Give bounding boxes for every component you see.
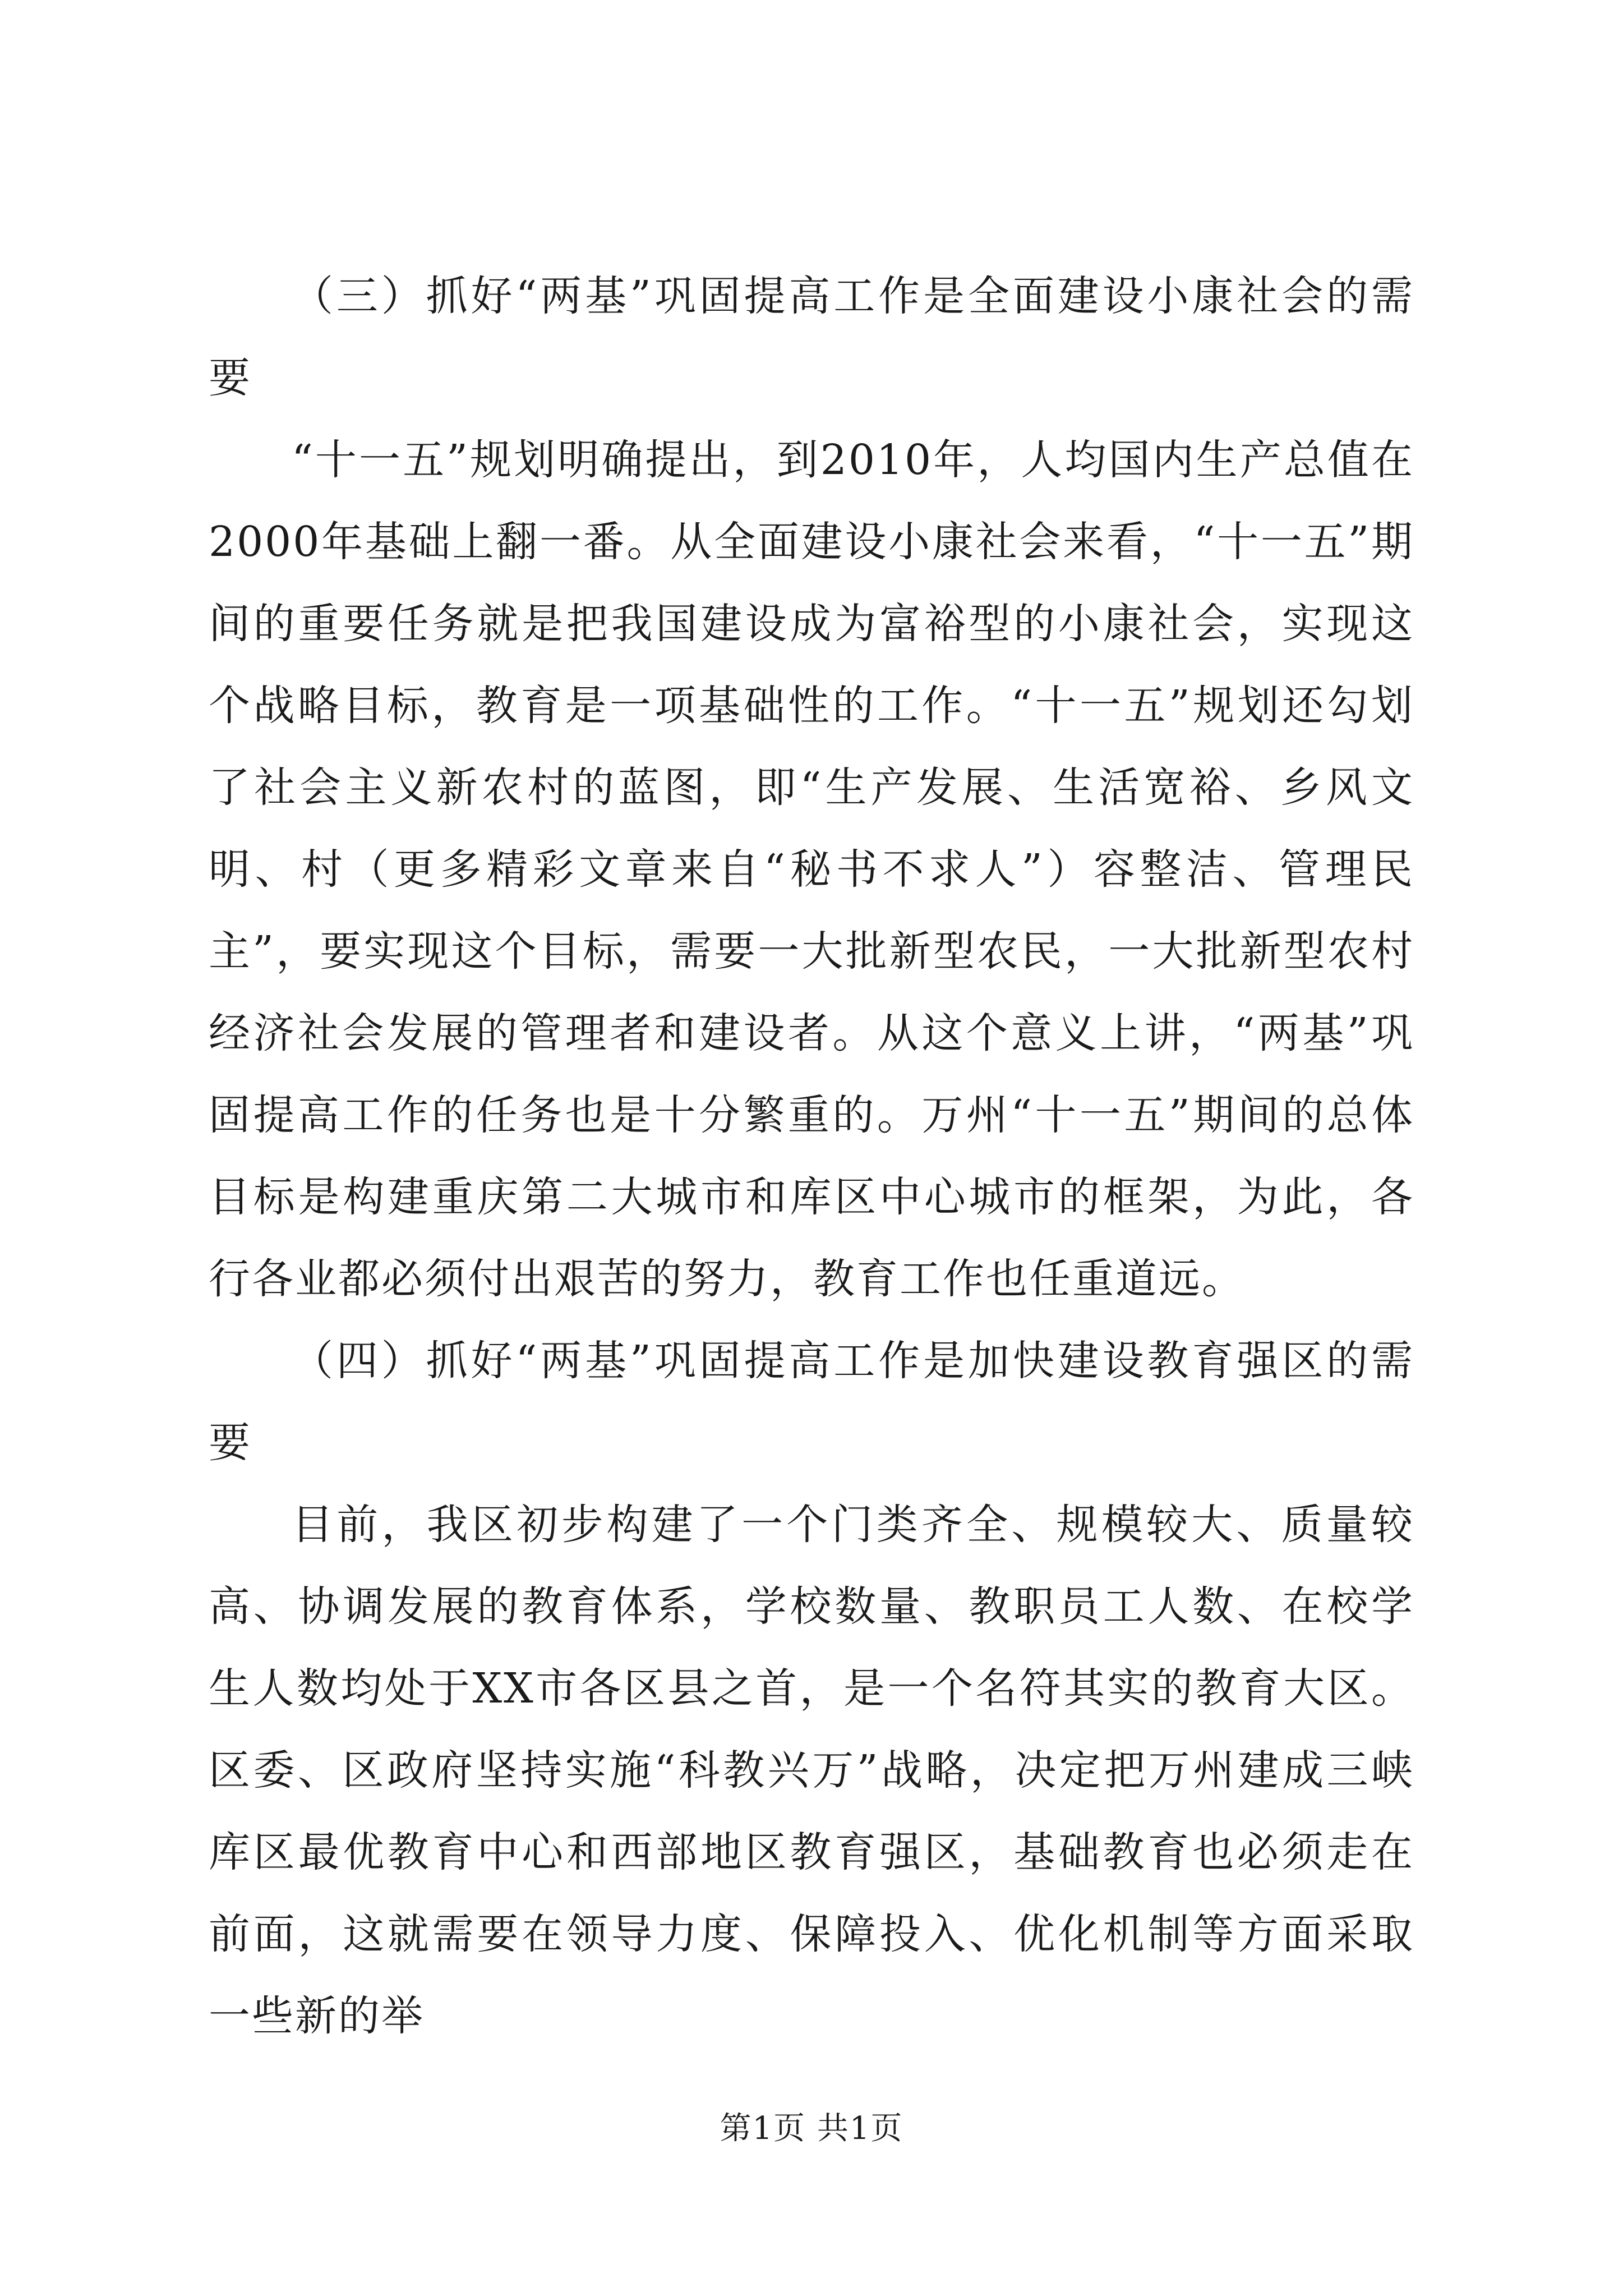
section-heading-3: （三）抓好“两基”巩固提高工作是全面建设小康社会的需要 [209, 272, 1414, 402]
body-paragraph: “十一五”规划明确提出，到2010年，人均国内生产总值在2000年基础上翻一番。从全面建设小康社会来看，“十一五”期间的重要任务就是把我国建设成为富裕型的小康社会，实现这个战略目标，教育是一项基础性的工作。“十一五”规划还勾划了社会主义新农村的蓝图，即“生产发展、生活宽裕、乡风文明、村（更多精彩文章来自“秘书不求人”）容整洁、管理民主”，要实现这个目标，需要一大批新型农民，一大批新型农村经济社会发展的管理者和建设者。从这个意义上讲，“两基”巩固提高工作的任务也是十分繁重的。万州“十一五”期间的总体目标是构建重庆第二大城市和库区中心城市的框架，为此，各行各业都必须付出艰苦的努力，教育工作也任重道远。 [209, 436, 1414, 1303]
document-body [209, 255, 1414, 2057]
body-paragraph: 目前，我区初步构建了一个门类齐全、规模较大、质量较高、协调发展的教育体系，学校数量、教职员工人数、在校学生人数均处于XX市各区县之首，是一个名符其实的教育大区。区委、区政府坚持实施“科教兴万”战略，决定把万州建成三峡库区最优教育中心和西部地区教育强区，基础教育也必须走在前面，这就需要在领导力度、保障投入、优化机制等方面采取一些新的举 [209, 1501, 1414, 2040]
section-heading-4: （四）抓好“两基”巩固提高工作是加快建设教育强区的需要 [209, 1337, 1414, 1467]
page-footer: 第1页 共1页 [720, 2110, 903, 2147]
